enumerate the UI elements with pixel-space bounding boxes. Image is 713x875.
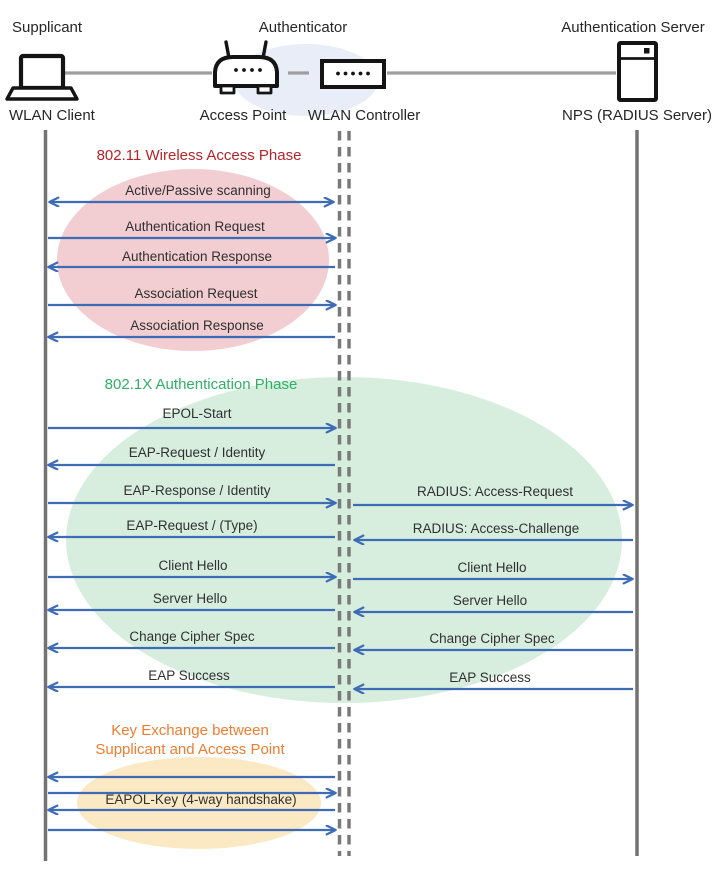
wlan-controller-label: WLAN Controller <box>307 107 421 124</box>
message-label: Server Hello <box>152 591 228 606</box>
message-label: EAP Success <box>148 668 230 683</box>
phase3-title-line2: Supplicant and Access Point <box>95 741 285 758</box>
access-point-label: Access Point <box>199 107 287 124</box>
message-label: RADIUS: Access-Challenge <box>412 521 580 536</box>
message-label: Client Hello <box>457 560 527 575</box>
supplicant-role-label: Supplicant <box>12 19 83 36</box>
wlan-client-label: WLAN Client <box>9 107 95 124</box>
nps-server-label: NPS (RADIUS Server) <box>561 107 713 124</box>
message-label: Authentication Response <box>121 249 273 264</box>
message-label: EAPOL-Key (4-way handshake) <box>105 792 297 807</box>
message-label: Client Hello <box>158 558 228 573</box>
wlan-controller-icon <box>322 61 384 87</box>
message-label: Active/Passive scanning <box>125 183 271 198</box>
message-label: Server Hello <box>452 593 528 608</box>
phase2-title: 802.1X Authentication Phase <box>104 376 298 393</box>
server-icon <box>619 43 656 100</box>
message-label: EAP Success <box>449 670 531 685</box>
auth-server-role-label: Authentication Server <box>561 19 705 36</box>
phase1-title: 802.11 Wireless Access Phase <box>96 147 302 164</box>
laptop-icon <box>7 56 77 99</box>
message-label: EAP-Request / (Type) <box>126 518 258 533</box>
message-label: Association Request <box>134 286 258 301</box>
message-label: EPOL-Start <box>162 406 232 421</box>
phase3-title-line1: Key Exchange between <box>111 722 269 739</box>
authenticator-role-label: Authenticator <box>258 19 348 36</box>
message-label: EAP-Response / Identity <box>123 483 271 498</box>
message-label: Change Cipher Spec <box>429 631 555 646</box>
message-label: RADIUS: Access-Request <box>416 484 574 499</box>
message-label: Association Response <box>130 318 264 333</box>
message-label: Change Cipher Spec <box>129 629 255 644</box>
message-label: Authentication Request <box>125 219 265 234</box>
message-label: EAP-Request / Identity <box>128 445 266 460</box>
